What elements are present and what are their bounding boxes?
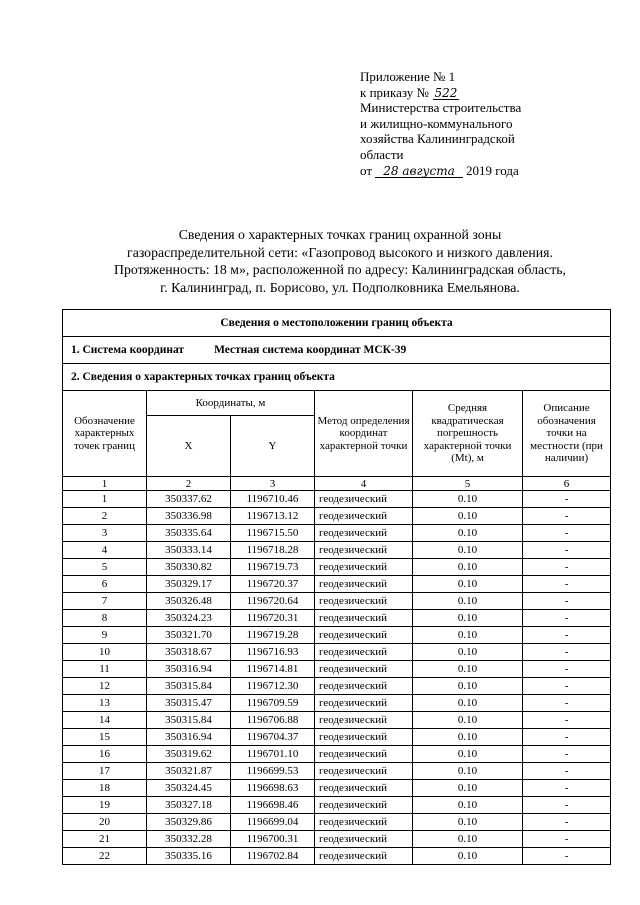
method-cell: геодезический bbox=[315, 525, 413, 542]
description-cell: - bbox=[523, 780, 611, 797]
x-coordinate-cell: 350333.14 bbox=[147, 542, 231, 559]
x-coordinate-cell: 350316.94 bbox=[147, 661, 231, 678]
appendix-block bbox=[360, 69, 590, 178]
method-cell: геодезический bbox=[315, 780, 413, 797]
coordinate-system-label: 1. Система координат bbox=[71, 344, 185, 356]
method-cell: геодезический bbox=[315, 593, 413, 610]
x-coordinate-cell: 350337.62 bbox=[147, 491, 231, 508]
y-coordinate-cell: 1196719.28 bbox=[231, 627, 315, 644]
table-heading: Сведения о местоположении границ объекта bbox=[63, 310, 611, 337]
error-cell: 0.10 bbox=[413, 559, 523, 576]
table-row bbox=[63, 814, 611, 831]
y-coordinate-cell: 1196709.59 bbox=[231, 695, 315, 712]
description-cell: - bbox=[523, 610, 611, 627]
col-number: 2 bbox=[147, 477, 231, 491]
description-cell: - bbox=[523, 763, 611, 780]
method-cell: геодезический bbox=[315, 814, 413, 831]
error-cell: 0.10 bbox=[413, 848, 523, 865]
table-row bbox=[63, 780, 611, 797]
error-cell: 0.10 bbox=[413, 491, 523, 508]
method-cell: геодезический bbox=[315, 542, 413, 559]
method-cell: геодезический bbox=[315, 712, 413, 729]
y-coordinate-cell: 1196699.04 bbox=[231, 814, 315, 831]
table-row bbox=[63, 678, 611, 695]
point-id-cell: 13 bbox=[63, 695, 147, 712]
col-number: 6 bbox=[523, 477, 611, 491]
y-coordinate-cell: 1196719.73 bbox=[231, 559, 315, 576]
error-cell: 0.10 bbox=[413, 661, 523, 678]
table-row bbox=[63, 576, 611, 593]
description-cell: - bbox=[523, 695, 611, 712]
point-id-cell: 8 bbox=[63, 610, 147, 627]
y-coordinate-cell: 1196715.50 bbox=[231, 525, 315, 542]
point-id-cell: 7 bbox=[63, 593, 147, 610]
description-cell: - bbox=[523, 644, 611, 661]
y-coordinate-cell: 1196720.64 bbox=[231, 593, 315, 610]
table-row bbox=[63, 627, 611, 644]
method-cell: геодезический bbox=[315, 508, 413, 525]
method-cell: геодезический bbox=[315, 797, 413, 814]
point-id-cell: 21 bbox=[63, 831, 147, 848]
date-handwritten: 28 августа bbox=[375, 165, 463, 178]
method-cell: геодезический bbox=[315, 695, 413, 712]
error-cell: 0.10 bbox=[413, 814, 523, 831]
table-row bbox=[63, 729, 611, 746]
point-id-cell: 2 bbox=[63, 508, 147, 525]
y-coordinate-cell: 1196712.30 bbox=[231, 678, 315, 695]
description-cell: - bbox=[523, 831, 611, 848]
description-cell: - bbox=[523, 542, 611, 559]
point-id-cell: 17 bbox=[63, 763, 147, 780]
x-coordinate-cell: 350315.84 bbox=[147, 678, 231, 695]
point-id-cell: 18 bbox=[63, 780, 147, 797]
x-coordinate-cell: 350332.28 bbox=[147, 831, 231, 848]
x-coordinate-cell: 350318.67 bbox=[147, 644, 231, 661]
y-coordinate-cell: 1196714.81 bbox=[231, 661, 315, 678]
table-row bbox=[63, 508, 611, 525]
col-number: 1 bbox=[63, 477, 147, 491]
error-cell: 0.10 bbox=[413, 542, 523, 559]
ministry-line-2: и жилищно-коммунального bbox=[360, 115, 513, 131]
method-cell: геодезический bbox=[315, 848, 413, 865]
point-id-cell: 11 bbox=[63, 661, 147, 678]
ministry-line-3: хозяйства Калининградской bbox=[360, 131, 515, 147]
boundary-table-container bbox=[62, 309, 610, 865]
method-cell: геодезический bbox=[315, 576, 413, 593]
title-line-2: газораспределительной сети: «Газопровод высокого и низкого давления. bbox=[127, 244, 553, 260]
point-id-cell: 12 bbox=[63, 678, 147, 695]
table-row bbox=[63, 797, 611, 814]
table-row bbox=[63, 610, 611, 627]
x-coordinate-cell: 350321.87 bbox=[147, 763, 231, 780]
point-id-cell: 9 bbox=[63, 627, 147, 644]
col-header-description: Описание обозначения точки на местности (при наличии) bbox=[523, 391, 611, 477]
error-cell: 0.10 bbox=[413, 746, 523, 763]
description-cell: - bbox=[523, 525, 611, 542]
method-cell: геодезический bbox=[315, 746, 413, 763]
table-row bbox=[63, 848, 611, 865]
error-cell: 0.10 bbox=[413, 831, 523, 848]
boundary-points-table bbox=[62, 309, 611, 865]
ministry-line-1: Министерства строительства bbox=[360, 100, 522, 116]
description-cell: - bbox=[523, 559, 611, 576]
order-prefix: к приказу № bbox=[360, 84, 429, 100]
col-header-point: Обозначение характерных точек границ bbox=[63, 391, 147, 477]
error-cell: 0.10 bbox=[413, 797, 523, 814]
error-cell: 0.10 bbox=[413, 610, 523, 627]
error-cell: 0.10 bbox=[413, 695, 523, 712]
col-number: 3 bbox=[231, 477, 315, 491]
y-coordinate-cell: 1196718.28 bbox=[231, 542, 315, 559]
description-cell: - bbox=[523, 797, 611, 814]
x-coordinate-cell: 350315.84 bbox=[147, 712, 231, 729]
error-cell: 0.10 bbox=[413, 525, 523, 542]
ministry-line-4: области bbox=[360, 146, 404, 162]
description-cell: - bbox=[523, 593, 611, 610]
col-header-x: X bbox=[147, 416, 231, 477]
y-coordinate-cell: 1196698.46 bbox=[231, 797, 315, 814]
table-row bbox=[63, 593, 611, 610]
point-id-cell: 14 bbox=[63, 712, 147, 729]
col-header-error: Средняя квадратическая погрешность характерной точки (Mt), м bbox=[413, 391, 523, 477]
title-line-4: г. Калининград, п. Борисово, ул. Подполковника Емельянова. bbox=[160, 279, 520, 295]
table-row bbox=[63, 491, 611, 508]
method-cell: геодезический bbox=[315, 491, 413, 508]
y-coordinate-cell: 1196698.63 bbox=[231, 780, 315, 797]
description-cell: - bbox=[523, 814, 611, 831]
error-cell: 0.10 bbox=[413, 729, 523, 746]
y-coordinate-cell: 1196716.93 bbox=[231, 644, 315, 661]
x-coordinate-cell: 350321.70 bbox=[147, 627, 231, 644]
appendix-title: Приложение № 1 bbox=[360, 69, 456, 84]
order-number-handwritten: 522 bbox=[434, 85, 458, 100]
x-coordinate-cell: 350315.47 bbox=[147, 695, 231, 712]
point-id-cell: 5 bbox=[63, 559, 147, 576]
method-cell: геодезический bbox=[315, 831, 413, 848]
table-row bbox=[63, 542, 611, 559]
col-header-coordinates: Координаты, м bbox=[147, 391, 315, 416]
x-coordinate-cell: 350316.94 bbox=[147, 729, 231, 746]
y-coordinate-cell: 1196706.88 bbox=[231, 712, 315, 729]
table-row bbox=[63, 712, 611, 729]
coordinate-system-value: Местная система координат МСК-39 bbox=[214, 344, 407, 356]
method-cell: геодезический bbox=[315, 627, 413, 644]
description-cell: - bbox=[523, 746, 611, 763]
x-coordinate-cell: 350324.45 bbox=[147, 780, 231, 797]
x-coordinate-cell: 350329.86 bbox=[147, 814, 231, 831]
y-coordinate-cell: 1196699.53 bbox=[231, 763, 315, 780]
col-header-y: Y bbox=[231, 416, 315, 477]
point-id-cell: 22 bbox=[63, 848, 147, 865]
error-cell: 0.10 bbox=[413, 712, 523, 729]
date-prefix: от bbox=[360, 162, 373, 178]
document-title bbox=[40, 226, 640, 296]
table-row bbox=[63, 559, 611, 576]
description-cell: - bbox=[523, 661, 611, 678]
method-cell: геодезический bbox=[315, 610, 413, 627]
table-row bbox=[63, 525, 611, 542]
point-id-cell: 20 bbox=[63, 814, 147, 831]
title-line-3: Протяженность: 18 м», расположенной по адресу: Калининградская область, bbox=[114, 262, 566, 278]
point-id-cell: 6 bbox=[63, 576, 147, 593]
error-cell: 0.10 bbox=[413, 627, 523, 644]
points-section-label: 2. Сведения о характерных точках границ объекта bbox=[63, 364, 611, 391]
y-coordinate-cell: 1196702.84 bbox=[231, 848, 315, 865]
description-cell: - bbox=[523, 678, 611, 695]
table-row bbox=[63, 746, 611, 763]
x-coordinate-cell: 350326.48 bbox=[147, 593, 231, 610]
x-coordinate-cell: 350319.62 bbox=[147, 746, 231, 763]
point-id-cell: 3 bbox=[63, 525, 147, 542]
col-header-method: Метод определения координат характерной точки bbox=[315, 391, 413, 477]
point-id-cell: 15 bbox=[63, 729, 147, 746]
x-coordinate-cell: 350330.82 bbox=[147, 559, 231, 576]
table-row bbox=[63, 644, 611, 661]
y-coordinate-cell: 1196720.31 bbox=[231, 610, 315, 627]
y-coordinate-cell: 1196704.37 bbox=[231, 729, 315, 746]
table-row bbox=[63, 661, 611, 678]
description-cell: - bbox=[523, 508, 611, 525]
method-cell: геодезический bbox=[315, 644, 413, 661]
point-id-cell: 4 bbox=[63, 542, 147, 559]
error-cell: 0.10 bbox=[413, 593, 523, 610]
x-coordinate-cell: 350324.23 bbox=[147, 610, 231, 627]
order-reference bbox=[360, 85, 590, 101]
description-cell: - bbox=[523, 491, 611, 508]
x-coordinate-cell: 350335.16 bbox=[147, 848, 231, 865]
description-cell: - bbox=[523, 576, 611, 593]
method-cell: геодезический bbox=[315, 661, 413, 678]
error-cell: 0.10 bbox=[413, 763, 523, 780]
x-coordinate-cell: 350327.18 bbox=[147, 797, 231, 814]
point-id-cell: 1 bbox=[63, 491, 147, 508]
x-coordinate-cell: 350336.98 bbox=[147, 508, 231, 525]
y-coordinate-cell: 1196701.10 bbox=[231, 746, 315, 763]
title-line-1: Сведения о характерных точках границ охранной зоны bbox=[178, 227, 502, 242]
error-cell: 0.10 bbox=[413, 576, 523, 593]
order-date bbox=[360, 163, 590, 179]
table-body bbox=[63, 491, 611, 865]
method-cell: геодезический bbox=[315, 678, 413, 695]
x-coordinate-cell: 350329.17 bbox=[147, 576, 231, 593]
col-number: 5 bbox=[413, 477, 523, 491]
error-cell: 0.10 bbox=[413, 644, 523, 661]
date-suffix: 2019 года bbox=[466, 162, 519, 178]
table-row bbox=[63, 831, 611, 848]
error-cell: 0.10 bbox=[413, 780, 523, 797]
description-cell: - bbox=[523, 712, 611, 729]
y-coordinate-cell: 1196713.12 bbox=[231, 508, 315, 525]
table-row bbox=[63, 695, 611, 712]
method-cell: геодезический bbox=[315, 559, 413, 576]
method-cell: геодезический bbox=[315, 763, 413, 780]
col-number: 4 bbox=[315, 477, 413, 491]
y-coordinate-cell: 1196710.46 bbox=[231, 491, 315, 508]
y-coordinate-cell: 1196700.31 bbox=[231, 831, 315, 848]
x-coordinate-cell: 350335.64 bbox=[147, 525, 231, 542]
error-cell: 0.10 bbox=[413, 508, 523, 525]
y-coordinate-cell: 1196720.37 bbox=[231, 576, 315, 593]
point-id-cell: 19 bbox=[63, 797, 147, 814]
error-cell: 0.10 bbox=[413, 678, 523, 695]
method-cell: геодезический bbox=[315, 729, 413, 746]
description-cell: - bbox=[523, 848, 611, 865]
table-row bbox=[63, 763, 611, 780]
description-cell: - bbox=[523, 729, 611, 746]
point-id-cell: 10 bbox=[63, 644, 147, 661]
description-cell: - bbox=[523, 627, 611, 644]
point-id-cell: 16 bbox=[63, 746, 147, 763]
coordinate-system-row bbox=[63, 337, 611, 364]
